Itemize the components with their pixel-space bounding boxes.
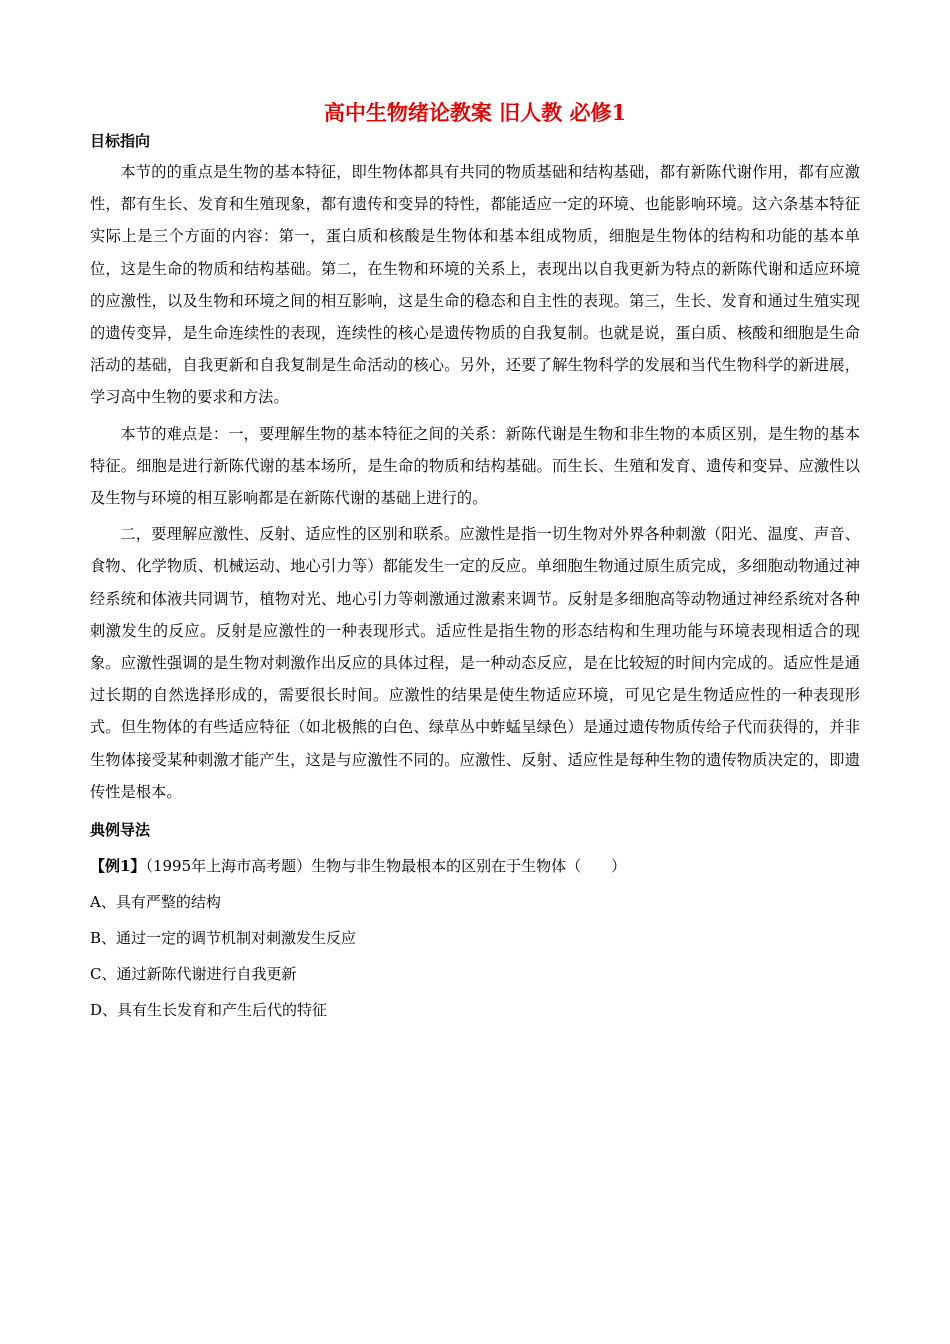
- option-a: A、具有严整的结构: [90, 893, 221, 912]
- example-question-text: （1995年上海市高考题）生物与非生物最根本的区别在于生物体（ ）: [145, 857, 627, 876]
- paragraph-difficulty-one: 本节的难点是：一，要理解生物的基本特征之间的关系：新陈代谢是生物和非生物的本质区别，是生物的基本特征。细胞是进行新陈代谢的基本场所，是生命的物质和结构基础。而生长、生殖和发育、遗传和变异、应激性以及生物与环境的相互影响都是在新陈代谢的基础上进行的。: [90, 424, 860, 508]
- section-heading-objectives: 目标指向: [90, 132, 151, 150]
- example-tag: 【例1】: [90, 857, 146, 876]
- option-d: D、具有生长发育和产生后代的特征: [90, 1001, 328, 1020]
- document-title: 高中生物绪论教案 旧人教 必修1: [323, 100, 627, 125]
- paragraph-key-points: 本节的的重点是生物的基本特征，即生物体都具有共同的物质基础和结构基础，都有新陈代谢作用，都有应激性，都有生长、发育和生殖现象，都有遗传和变异的特性，都能适应一定的环境、也能影响环境。这六条基本特征实际上是三个方面的内容：第一，蛋白质和核酸是生物体和基本组成物质，细胞是生物体的结构和功能的基本单位，这是生命的物质和结构基础。第二，在生物和环境的关系上，表现出以自我更新为特点的新陈代谢和适应环境的应激性，以及生物和环境之间的相互影响，这是生命的稳态和自主性的表现。第三，生长、发育和通过生殖实现的遗传变异，是生命连续性的表现，连续性的核心是遗传物质的自我复制。也就是说，蛋白质、核酸和细胞是生命活动的基础，自我更新和自我复制是生命活动的核心。另外，还要了解生物科学的发展和当代生物科学的新进展，学习高中生物的要求和方法。: [90, 163, 860, 407]
- option-c: C、通过新陈代谢进行自我更新: [90, 965, 297, 984]
- example-question: [90, 848, 860, 884]
- paragraph-difficulty-two: 二，要理解应激性、反射、适应性的区别和联系。应激性是指一切生物对外界各种刺激（阳光、温度、声音、食物、化学物质、机械运动、地心引力等）都能发生一定的反应。单细胞生物通过原生质完成，多细胞动物通过神经系统和体液共同调节，植物对光、地心引力等刺激通过激素来调节。反射是多细胞高等动物通过神经系统对各种刺激发生的反应。反射是应激性的一种表现形式。适应性是指生物的形态结构和生理功能与环境表现相适合的现象。应激性强调的是生物对刺激作出反应的具体过程，是一种动态反应，是在比较短的时间内完成的。适应性是通过长期的自然选择形成的，需要很长时间。应激性的结果是使生物适应环境，可见它是生物适应性的一种表现形式。但生物体的有些适应特征（如北极熊的白色、绿草丛中蚱蜢呈绿色）是通过遗传物质传给子代而获得的，并非生物体接受某种刺激才能产生，这是与应激性不同的。应激性、反射、适应性是每种生物的遗传物质决定的，即遗传性是根本。: [90, 525, 860, 801]
- section-heading-examples: 典例导法: [90, 821, 151, 840]
- option-b: B、通过一定的调节机制对刺激发生反应: [90, 929, 357, 948]
